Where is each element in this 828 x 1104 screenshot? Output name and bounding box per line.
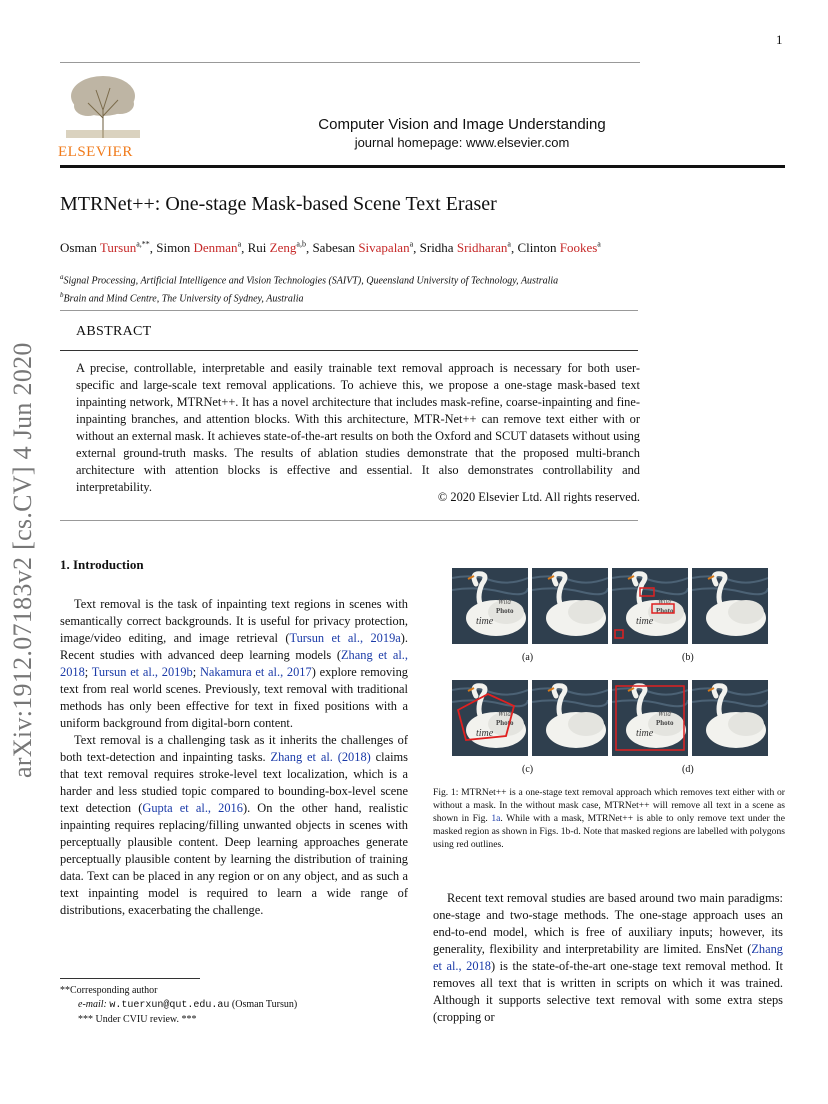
citation-link[interactable]: Gupta et al., 2016 — [142, 801, 243, 815]
thumb-text-photo: Photo — [656, 719, 674, 727]
intro-paragraph-1 — [60, 596, 408, 732]
journal-name: Computer Vision and Image Understanding — [318, 116, 606, 133]
author-list: Osman Tursun$^{a,**}$, Simon Denman$^a$, Rui Zeng$^{a,b}$, Sabesan Sivapalan$^a$, Sridha Sridharan$^a$, Clinton Fookes$^a$ — [60, 240, 601, 256]
citation-link[interactable]: Zhang et al. (2018) — [270, 750, 371, 764]
elsevier-logo — [58, 68, 148, 158]
citation-link[interactable]: Nakamura et al., 2017 — [199, 665, 312, 679]
footnote-email-owner: (Osman Tursun) — [231, 999, 298, 1010]
author-surname-link[interactable]: Tursun — [99, 240, 137, 256]
swan-photo — [692, 680, 768, 756]
subfigure-label: (c) — [522, 764, 534, 775]
copyright: © 2020 Elsevier Ltd. All rights reserved. — [437, 490, 640, 504]
author-name: Osman Tursun$^{a,**}$ — [60, 240, 150, 256]
paper-title: MTRNet++: One-stage Mask-based Scene Text Eraser — [60, 193, 497, 215]
swan-photo — [452, 680, 528, 756]
paragraph-text: ) is the state-of-the-art one-stage text removal method. It removes all text that is written in scripts on which it was trained. Although it supports selective text removal with some extra steps (cropping or — [433, 959, 783, 1024]
thumb-text-time: time — [636, 616, 654, 627]
abstract-mid-rule — [60, 350, 638, 351]
footnote-email-line — [60, 998, 297, 1013]
author-name: Clinton Fookes$^a$ — [517, 240, 601, 256]
thumb-text-wild: Wild — [658, 598, 671, 606]
subfigure-label: (a) — [522, 652, 534, 663]
journal-header — [262, 116, 662, 150]
paragraph-text: ) explore removing text from real world scenes. Previously, text removal with traditional methods has only been effective for text in fixed positions with a uniform background from digital-born content. — [60, 665, 408, 730]
page-number: 1 — [776, 32, 783, 47]
swan-photo — [532, 680, 608, 756]
right-column — [433, 890, 783, 1026]
swan-photo — [612, 680, 688, 756]
citation-link[interactable]: Zhang et al., 2018 — [433, 942, 783, 973]
journal-homepage[interactable]: journal homepage: www.elsevier.com — [354, 135, 570, 150]
thumb-text-wild: Wild — [658, 710, 671, 718]
author-surname-link[interactable]: Zeng — [269, 240, 297, 256]
author-name: Sabesan Sivapalan$^a$ — [312, 240, 414, 256]
thumb-text-photo: Photo — [656, 607, 674, 615]
intro-paragraph-3 — [433, 890, 783, 1026]
abstract-bottom-rule — [60, 520, 638, 521]
abstract-heading: ABSTRACT — [76, 324, 152, 339]
affiliation-line: $^a$Signal Processing, Artificial Intelligence and Vision Technologies (SAIVT), Queensland University of Technology, Australia — [60, 273, 559, 287]
thumb-text-wild: Wild — [498, 710, 511, 718]
citation-link[interactable]: Zhang et al., 2018 — [60, 648, 408, 679]
author-surname-link[interactable]: Fookes — [559, 240, 598, 256]
thumb-text-photo: Photo — [496, 719, 514, 727]
figure-caption — [433, 786, 785, 851]
paragraph-text: . While with a mask, MTRNet++ is able to only remove text under the masked region as shown in Figs. 1b-d. Note that masked regions are labelled with polygons using red outlines. — [433, 813, 785, 850]
arxiv-stamp-text: arXiv:1912.07183v2 [cs.CV] 4 Jun 2020 — [8, 342, 37, 778]
footnote-review: *** Under CVIU review. *** — [78, 1014, 197, 1025]
footnote-corresponding: **Corresponding author — [60, 985, 158, 996]
swan-photo — [612, 568, 688, 644]
section-heading: 1. Introduction — [60, 557, 144, 572]
citation-link[interactable]: Tursun et al., 2019a — [289, 631, 401, 645]
paragraph-text: Text removal is the task of inpainting text regions in scenes with semantically correct backgrounds. It is useful for privacy protection, image/video editing, and image retrieval ( — [60, 597, 408, 645]
footnote — [60, 984, 297, 1027]
subfigure-label: (b) — [682, 652, 694, 663]
arxiv-stamp[interactable] — [0, 300, 40, 780]
swan-photo — [692, 568, 768, 644]
thumb-text-time: time — [476, 728, 494, 739]
paragraph-text: ). On the other hand, realistic inpainting requires replacing/filling unwanted objects in scenes with perceptually plausible content. Deep learning approaches generate perceptually plausible content by learning the distribution of training data. Text can be placed in any region or on any object, and as such a text inpainting model is required to learn a wide range of distributions, exacerbating the challenge. — [60, 801, 408, 917]
citation-link[interactable]: 1a — [491, 813, 501, 824]
subfigure-label: (d) — [682, 764, 694, 775]
swan-photo — [452, 568, 528, 644]
paragraph-text: ; — [84, 665, 92, 679]
left-column — [60, 596, 408, 919]
thumb-text-time: time — [636, 728, 654, 739]
header-top-rule — [60, 62, 640, 63]
thumb-text-wild: Wild — [498, 598, 511, 606]
paragraph-text: ). Recent studies with advanced deep learning models ( — [60, 631, 408, 662]
author-name: Rui Zeng$^{a,b}$ — [247, 240, 306, 256]
publisher-label: ELSEVIER — [58, 144, 133, 158]
paragraph-text: Fig. 1: MTRNet++ is a one-stage text removal approach which removes text either with or without a mask. In the without mask case, MTRNet++ will remove all text in a scene as shown in Fig. — [433, 787, 785, 824]
paragraph-text: Text removal is a challenging task as it inherits the challenges of both text-detection and inpainting tasks. — [60, 733, 408, 764]
abstract-text: A precise, controllable, interpretable and easily trainable text removal approach is necessary for both user-specific and large-scale text removal applications. To achieve this, we propose a one-stage mask-based text inpainting network, MTRNet++. It has a novel architecture that includes mask-refine, coarse-inpainting and fine-inpainting branches, and attention blocks. With this architecture, MTR-Net++ can remove text either with or without an external mask. It achieves state-of-the-art results on both the Oxford and SCUT datasets without using external ground-truth masks. The results of ablation studies demonstrate that the proposed multi-branch architecture with attention blocks is effective and essential. It also demonstrates controllability and interpretability. — [76, 361, 640, 494]
intro-paragraph-2 — [60, 732, 408, 919]
author-surname-link[interactable]: Denman — [193, 240, 238, 256]
thumb-text-photo: Photo — [496, 607, 514, 615]
paragraph-text: ; — [192, 665, 200, 679]
footnote-email-label: e-mail: — [78, 999, 107, 1010]
author-name: Sridha Sridharan$^a$ — [419, 240, 511, 256]
paragraph-text: Recent text removal studies are based around two main paradigms: one-stage and two-stage methods. The one-stage approach uses an end-to-end model, which is free of auxiliary inputs; however, its generality, flexibility and interpretability are limited. EnsNet ( — [433, 891, 783, 956]
thumb-text-time: time — [476, 616, 494, 627]
affiliation-line: $^b$Brain and Mind Centre, The University of Sydney, Australia — [60, 291, 304, 305]
figure-1 — [452, 568, 772, 778]
author-name: Simon Denman$^a$ — [156, 240, 242, 256]
swan-photo — [532, 568, 608, 644]
author-surname-link[interactable]: Sivapalan — [358, 240, 410, 256]
footnote-email[interactable]: w.tuerxun@qut.edu.au — [109, 1000, 230, 1011]
author-surname-link[interactable]: Sridharan — [456, 240, 508, 256]
paragraph-text: claims that text removal requires stroke-level text localization, which is a harder and less studied topic compared to bounding-box-level scene text detection ( — [60, 750, 408, 815]
affiliations — [60, 270, 558, 307]
abstract-top-rule — [60, 310, 638, 311]
footnote-rule — [60, 978, 200, 979]
citation-link[interactable]: Tursun et al., 2019b — [91, 665, 193, 679]
header-thick-rule — [60, 165, 785, 168]
